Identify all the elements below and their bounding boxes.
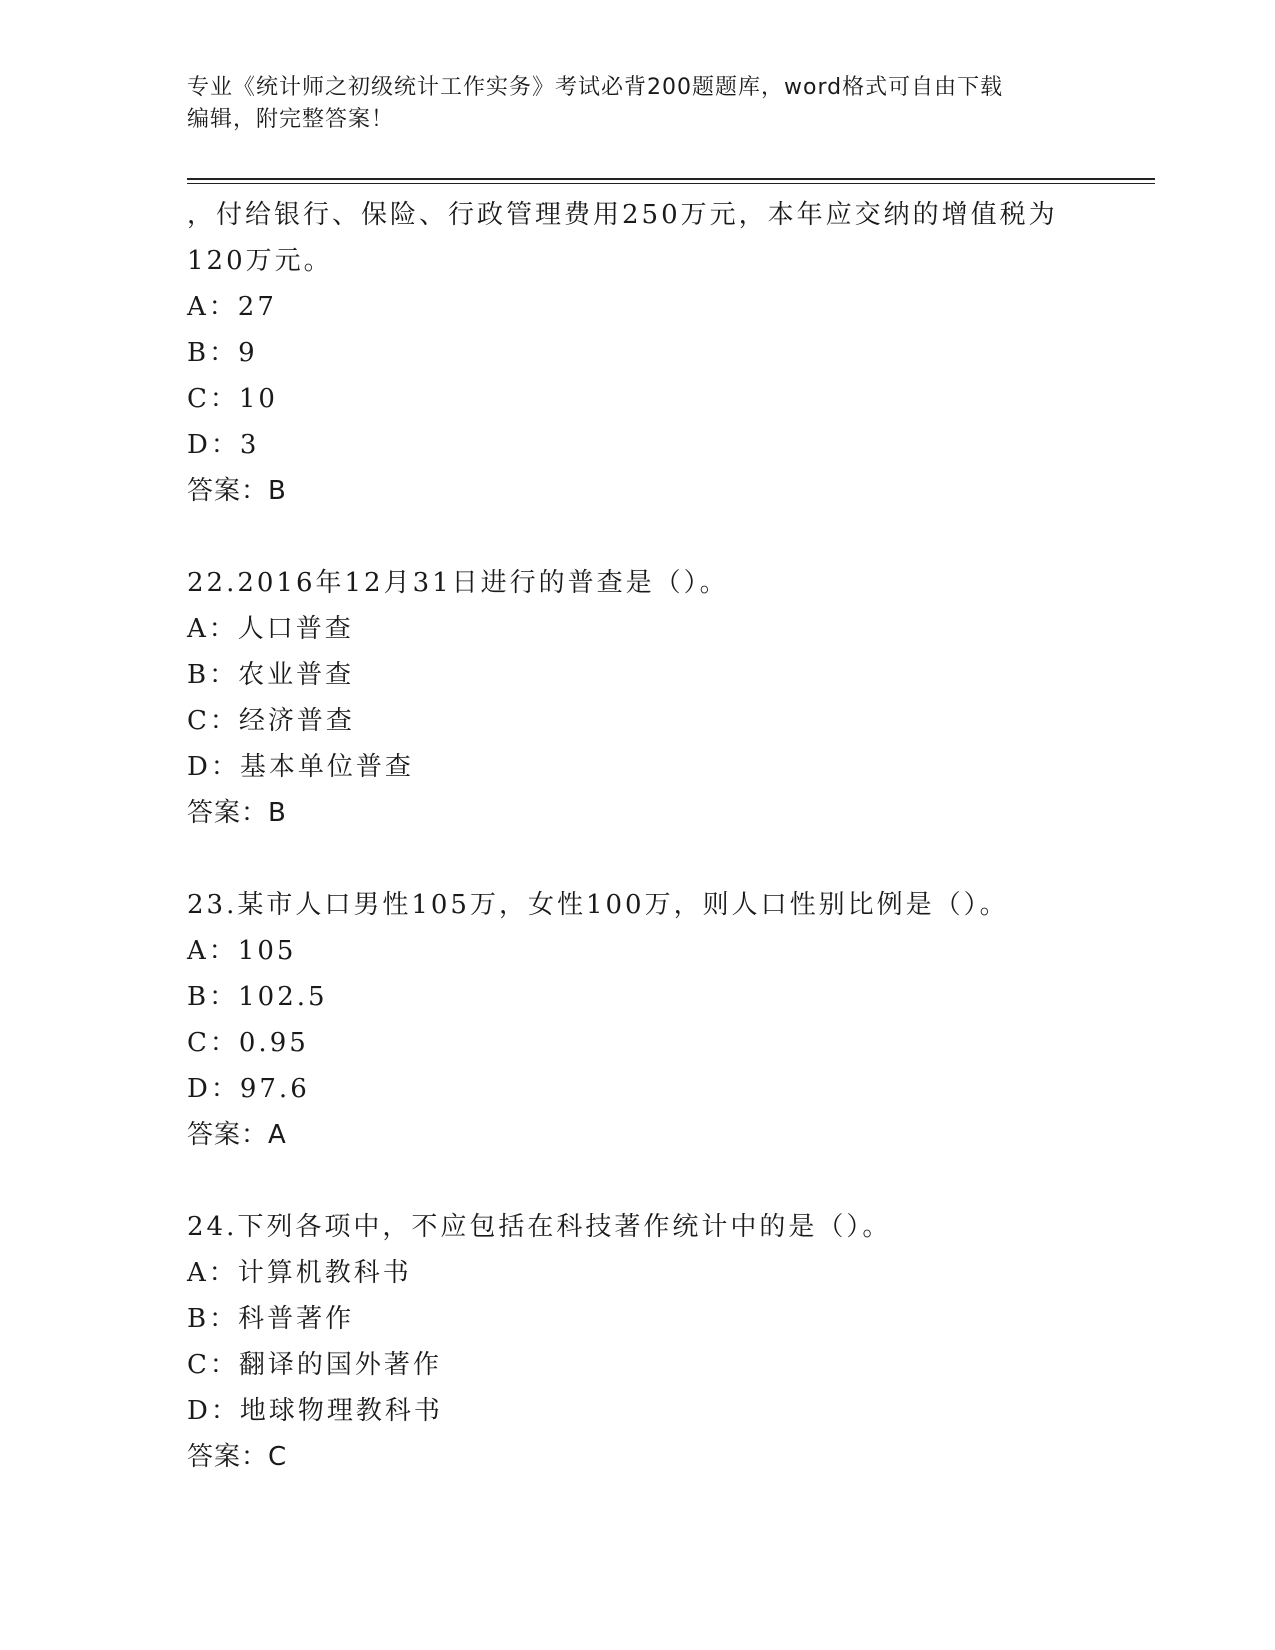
question-22 [187,560,1147,836]
answer-line: 答案：B [187,798,287,828]
question-stem-line: 120万元。 [187,246,333,276]
question-stem: 24.下列各项中，不应包括在科技著作统计中的是（）。 [187,1212,892,1242]
answer-line: 答案：B [187,476,287,506]
question-list [187,192,1147,1480]
option-c: C：10 [187,384,278,414]
option-b: B：102.5 [187,982,328,1012]
option-c: C：0.95 [187,1028,309,1058]
header-line-2: 编辑，附完整答案！ [187,107,395,132]
document-header [187,72,1087,136]
question-stem: 22.2016年12月31日进行的普查是（）。 [187,568,729,598]
question-continuation [187,192,1147,514]
answer-line: 答案：A [187,1120,287,1150]
question-stem: 23.某市人口男性105万，女性100万，则人口性别比例是（）。 [187,890,1009,920]
option-b: B：科普著作 [187,1304,355,1334]
answer-line: 答案：C [187,1442,288,1472]
header-divider-thin [187,183,1155,184]
question-24 [187,1204,1147,1480]
question-stem-line: ，付给银行、保险、行政管理费用250万元，本年应交纳的增值税为 [187,200,1058,230]
option-c: C：翻译的国外著作 [187,1350,442,1380]
header-divider-thick [187,178,1155,180]
option-d: D：3 [187,430,260,460]
question-23 [187,882,1147,1158]
option-a: A：计算机教科书 [187,1258,412,1288]
option-a: A：人口普查 [187,614,354,644]
option-a: A：27 [187,292,277,322]
option-b: B：9 [187,338,258,368]
header-line-1: 专业《统计师之初级统计工作实务》考试必背200题题库，word格式可自由下载 [187,75,1004,100]
option-d: D：基本单位普查 [187,752,414,782]
option-b: B：农业普查 [187,660,355,690]
option-a: A：105 [187,936,297,966]
option-c: C：经济普查 [187,706,355,736]
option-d: D：地球物理教科书 [187,1396,443,1426]
option-d: D：97.6 [187,1074,310,1104]
